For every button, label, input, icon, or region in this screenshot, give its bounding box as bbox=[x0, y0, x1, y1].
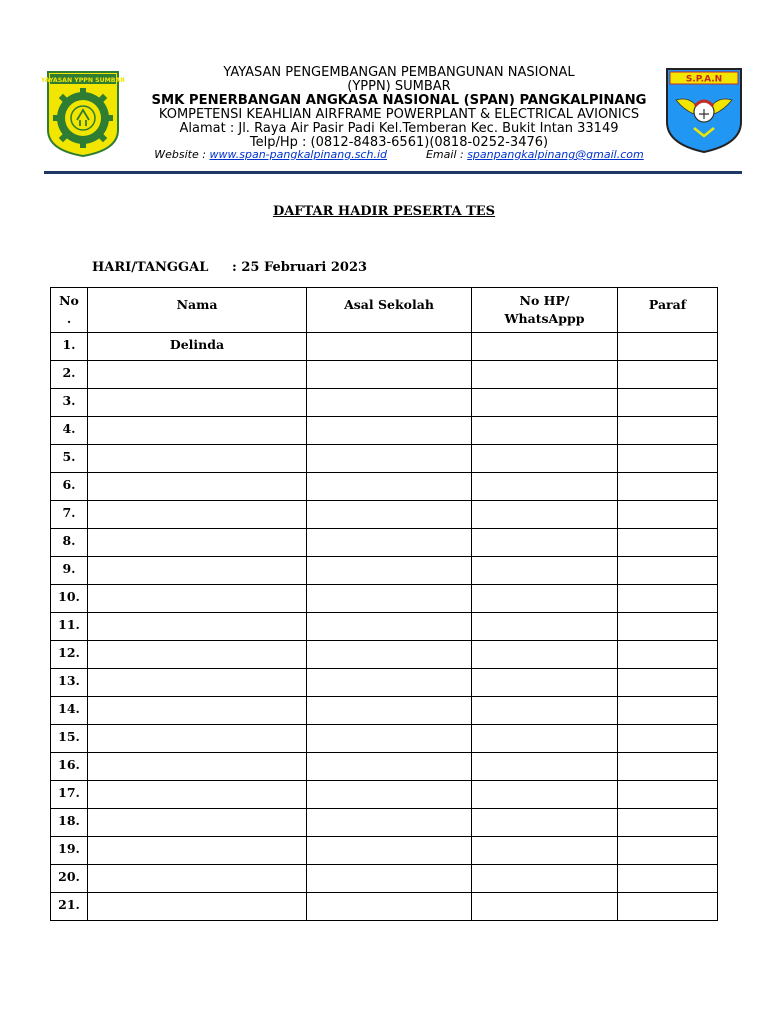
cell-paraf bbox=[618, 585, 718, 613]
cell-asal-sekolah bbox=[307, 613, 472, 641]
cell-no-text: 3. bbox=[62, 393, 76, 408]
date-value: : 25 Februari 2023 bbox=[232, 260, 368, 275]
cell-nama bbox=[88, 725, 307, 753]
cell-no bbox=[51, 613, 88, 641]
cell-nama-text: Delinda bbox=[169, 337, 225, 352]
cell-no-text: 11. bbox=[58, 617, 80, 632]
cell-no bbox=[51, 781, 88, 809]
cell-no-hp bbox=[472, 641, 618, 669]
cell-no-text: 16. bbox=[58, 757, 80, 772]
cell-nama bbox=[88, 585, 307, 613]
table-row bbox=[51, 361, 718, 389]
cell-asal-sekolah bbox=[307, 417, 472, 445]
header-asal-sekolah-text: Asal Sekolah bbox=[344, 297, 434, 312]
header-no-hp-text: No HP/ WhatsAppp bbox=[504, 293, 585, 326]
cell-paraf bbox=[618, 473, 718, 501]
cell-asal-sekolah bbox=[307, 501, 472, 529]
cell-paraf bbox=[618, 725, 718, 753]
cell-no-hp bbox=[472, 613, 618, 641]
cell-asal-sekolah bbox=[307, 389, 472, 417]
website-label: Website : bbox=[154, 148, 210, 161]
cell-no-hp bbox=[472, 417, 618, 445]
cell-no-hp bbox=[472, 865, 618, 893]
cell-no bbox=[51, 333, 88, 361]
cell-asal-sekolah bbox=[307, 333, 472, 361]
cell-no-hp bbox=[472, 725, 618, 753]
cell-no-hp bbox=[472, 809, 618, 837]
cell-paraf bbox=[618, 557, 718, 585]
cell-no bbox=[51, 669, 88, 697]
header-no-text: No . bbox=[59, 293, 79, 326]
cell-no-hp bbox=[472, 557, 618, 585]
cell-asal-sekolah bbox=[307, 557, 472, 585]
cell-no-hp bbox=[472, 389, 618, 417]
cell-asal-sekolah bbox=[307, 809, 472, 837]
cell-no bbox=[51, 893, 88, 921]
cell-nama bbox=[88, 837, 307, 865]
cell-no-text: 6. bbox=[62, 477, 76, 492]
cell-no-text: 15. bbox=[58, 729, 80, 744]
cell-no-text: 1. bbox=[62, 337, 76, 352]
header-asal-sekolah bbox=[307, 288, 472, 333]
foundation-name: YAYASAN PENGEMBANGAN PEMBANGUNAN NASIONAL bbox=[223, 65, 575, 80]
cell-no bbox=[51, 641, 88, 669]
cell-asal-sekolah bbox=[307, 697, 472, 725]
cell-asal-sekolah bbox=[307, 725, 472, 753]
table-row bbox=[51, 501, 718, 529]
cell-no bbox=[51, 725, 88, 753]
cell-no-text: 17. bbox=[58, 785, 80, 800]
cell-no-hp bbox=[472, 333, 618, 361]
yppn-logo bbox=[40, 70, 126, 158]
competency-line: KOMPETENSI KEAHLIAN AIRFRAME POWERPLANT & ELECTRICAL AVIONICS bbox=[158, 107, 640, 122]
cell-no-text: 7. bbox=[62, 505, 76, 520]
cell-no-hp bbox=[472, 445, 618, 473]
span-logo-text: S.P.A.N bbox=[685, 74, 723, 85]
table-row bbox=[51, 333, 718, 361]
cell-nama bbox=[88, 697, 307, 725]
cell-asal-sekolah bbox=[307, 753, 472, 781]
date-line bbox=[92, 260, 367, 275]
cell-no-text: 20. bbox=[58, 869, 80, 884]
phone-line: Telp/Hp : (0812-8483-6561)(0818-0252-3476) bbox=[249, 135, 549, 150]
cell-no-hp bbox=[472, 669, 618, 697]
cell-no bbox=[51, 361, 88, 389]
cell-paraf bbox=[618, 613, 718, 641]
cell-asal-sekolah bbox=[307, 529, 472, 557]
cell-nama bbox=[88, 641, 307, 669]
cell-no-text: 2. bbox=[62, 365, 76, 380]
table-row bbox=[51, 865, 718, 893]
cell-paraf bbox=[618, 361, 718, 389]
cell-nama bbox=[88, 613, 307, 641]
cell-no bbox=[51, 809, 88, 837]
cell-nama bbox=[88, 501, 307, 529]
cell-no-hp bbox=[472, 529, 618, 557]
table-row bbox=[51, 557, 718, 585]
letterhead-divider bbox=[44, 171, 742, 174]
cell-no-hp bbox=[472, 753, 618, 781]
cell-nama bbox=[88, 753, 307, 781]
cell-paraf bbox=[618, 865, 718, 893]
cell-paraf bbox=[618, 781, 718, 809]
cell-no-hp bbox=[472, 501, 618, 529]
cell-paraf bbox=[618, 753, 718, 781]
cell-asal-sekolah bbox=[307, 669, 472, 697]
cell-asal-sekolah bbox=[307, 641, 472, 669]
table-row bbox=[51, 837, 718, 865]
cell-no bbox=[51, 417, 88, 445]
cell-no-text: 8. bbox=[62, 533, 76, 548]
cell-paraf bbox=[618, 389, 718, 417]
cell-nama bbox=[88, 361, 307, 389]
cell-no bbox=[51, 865, 88, 893]
cell-no-hp bbox=[472, 893, 618, 921]
cell-asal-sekolah bbox=[307, 445, 472, 473]
foundation-region: (YPPN) SUMBAR bbox=[347, 79, 451, 94]
header-no-hp bbox=[472, 288, 618, 333]
address-line: Alamat : Jl. Raya Air Pasir Padi Kel.Temberan Kec. Bukit Intan 33149 bbox=[179, 121, 619, 136]
cell-no bbox=[51, 501, 88, 529]
cell-no-text: 10. bbox=[58, 589, 80, 604]
cell-no bbox=[51, 697, 88, 725]
header-paraf-text: Paraf bbox=[648, 297, 687, 312]
table-row bbox=[51, 585, 718, 613]
cell-nama bbox=[88, 669, 307, 697]
cell-nama bbox=[88, 529, 307, 557]
cell-no-hp bbox=[472, 585, 618, 613]
table-row bbox=[51, 417, 718, 445]
email-link[interactable]: spanpangkalpinang@gmail.com bbox=[467, 148, 644, 161]
cell-nama bbox=[88, 865, 307, 893]
cell-asal-sekolah bbox=[307, 865, 472, 893]
cell-no-hp bbox=[472, 697, 618, 725]
header-paraf bbox=[618, 288, 718, 333]
cell-no bbox=[51, 585, 88, 613]
cell-no bbox=[51, 389, 88, 417]
table-row bbox=[51, 445, 718, 473]
table-row bbox=[51, 893, 718, 921]
cell-paraf bbox=[618, 893, 718, 921]
table-row bbox=[51, 669, 718, 697]
cell-paraf bbox=[618, 809, 718, 837]
cell-no-text: 18. bbox=[58, 813, 80, 828]
cell-no-text: 12. bbox=[58, 645, 80, 660]
cell-paraf bbox=[618, 501, 718, 529]
cell-nama bbox=[88, 333, 307, 361]
cell-paraf bbox=[618, 697, 718, 725]
cell-nama bbox=[88, 445, 307, 473]
header-nama-text: Nama bbox=[176, 297, 218, 312]
cell-no-text: 9. bbox=[62, 561, 76, 576]
table-row bbox=[51, 697, 718, 725]
cell-nama bbox=[88, 389, 307, 417]
attendance-table bbox=[50, 287, 718, 921]
cell-no-hp bbox=[472, 361, 618, 389]
cell-nama bbox=[88, 809, 307, 837]
table-header-row bbox=[51, 288, 718, 333]
cell-paraf bbox=[618, 641, 718, 669]
table-row bbox=[51, 641, 718, 669]
table-row bbox=[51, 809, 718, 837]
cell-no-text: 4. bbox=[62, 421, 76, 436]
cell-asal-sekolah bbox=[307, 781, 472, 809]
table-row bbox=[51, 781, 718, 809]
cell-no-text: 21. bbox=[58, 897, 80, 912]
cell-no bbox=[51, 445, 88, 473]
cell-no-hp bbox=[472, 473, 618, 501]
school-name: SMK PENERBANGAN ANGKASA NASIONAL (SPAN) PANGKALPINANG bbox=[151, 93, 647, 108]
cell-asal-sekolah bbox=[307, 361, 472, 389]
table-body bbox=[51, 333, 718, 921]
contact-line bbox=[120, 149, 678, 160]
cell-no bbox=[51, 557, 88, 585]
cell-no bbox=[51, 473, 88, 501]
cell-paraf bbox=[618, 333, 718, 361]
cell-no-hp bbox=[472, 781, 618, 809]
header-nama bbox=[88, 288, 307, 333]
cell-paraf bbox=[618, 837, 718, 865]
header-no bbox=[51, 288, 88, 333]
email-label: Email : bbox=[425, 148, 468, 161]
cell-asal-sekolah bbox=[307, 837, 472, 865]
cell-asal-sekolah bbox=[307, 893, 472, 921]
cell-no-text: 19. bbox=[58, 841, 80, 856]
cell-no bbox=[51, 837, 88, 865]
cell-no bbox=[51, 753, 88, 781]
date-label: HARI/TANGGAL bbox=[92, 260, 209, 275]
table-row bbox=[51, 753, 718, 781]
cell-asal-sekolah bbox=[307, 473, 472, 501]
cell-paraf bbox=[618, 669, 718, 697]
cell-no-hp bbox=[472, 837, 618, 865]
table-row bbox=[51, 473, 718, 501]
cell-asal-sekolah bbox=[307, 585, 472, 613]
cell-nama bbox=[88, 893, 307, 921]
cell-no-text: 13. bbox=[58, 673, 80, 688]
cell-no-text: 5. bbox=[62, 449, 76, 464]
cell-nama bbox=[88, 473, 307, 501]
cell-nama bbox=[88, 781, 307, 809]
cell-paraf bbox=[618, 529, 718, 557]
cell-paraf bbox=[618, 417, 718, 445]
yppn-logo-text: YAYASAN YPPN SUMBAR bbox=[40, 77, 126, 84]
cell-paraf bbox=[618, 445, 718, 473]
table-row bbox=[51, 389, 718, 417]
document-title: DAFTAR HADIR PESERTA TES bbox=[272, 204, 496, 219]
cell-no-text: 14. bbox=[58, 701, 80, 716]
cell-nama bbox=[88, 557, 307, 585]
website-link[interactable]: www.span-pangkalpinang.sch.id bbox=[209, 148, 387, 161]
cell-nama bbox=[88, 417, 307, 445]
table-row bbox=[51, 529, 718, 557]
table-row bbox=[51, 613, 718, 641]
table-row bbox=[51, 725, 718, 753]
cell-no bbox=[51, 529, 88, 557]
